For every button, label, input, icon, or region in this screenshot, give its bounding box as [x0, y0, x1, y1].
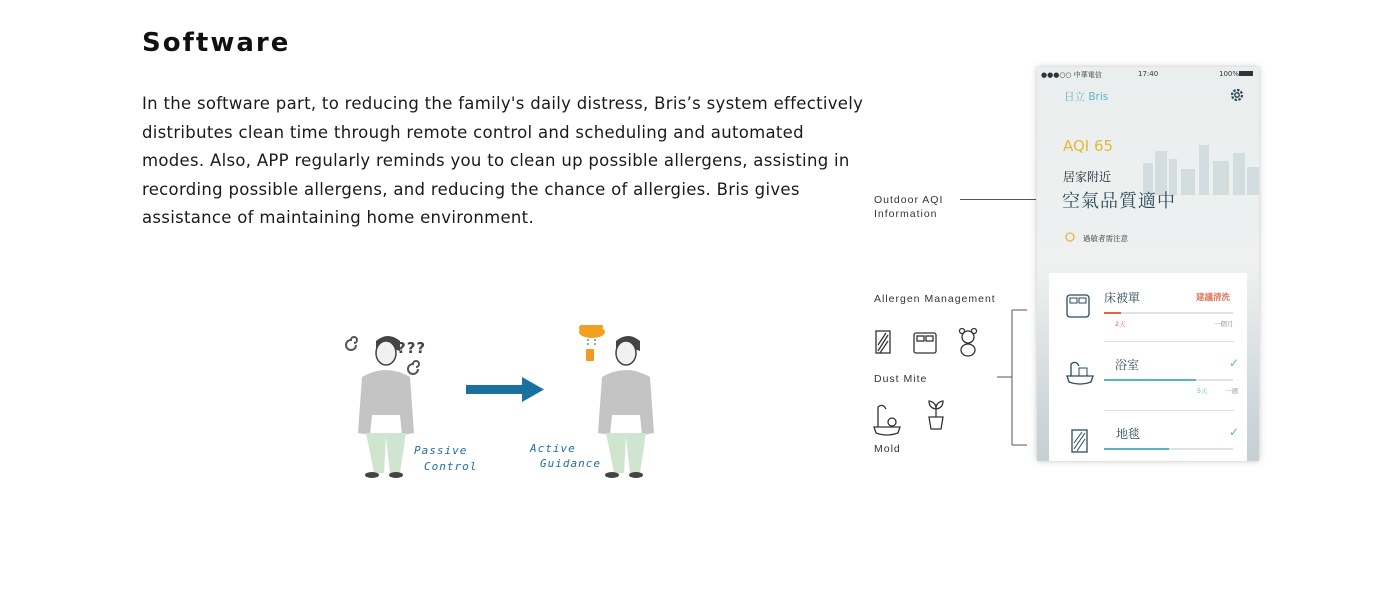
- page-title: Software: [142, 28, 291, 58]
- outdoor-connector-line: [960, 199, 1036, 200]
- allergen-management-label: Allergen Management: [874, 293, 996, 305]
- passive-label-line1: Passive: [414, 444, 468, 457]
- list-item[interactable]: [1049, 411, 1247, 461]
- aqi-value: AQI 65: [1063, 137, 1114, 155]
- paragraph-line: distributes clean time through remote control and scheduling and automated: [142, 122, 804, 142]
- check-icon: ✓: [1229, 425, 1240, 439]
- carrier-text: ●●●○○ 中華電信: [1041, 71, 1102, 79]
- active-label-line2: Guidance: [540, 457, 601, 470]
- dust-mite-label: Dust Mite: [874, 373, 928, 385]
- progress-track: [1104, 312, 1233, 314]
- allergen-card: [1049, 273, 1247, 461]
- description-paragraph: [142, 90, 882, 233]
- paragraph-line: modes. Also, APP regularly reminds you to clean up possible allergens, assisting in: [142, 151, 850, 170]
- list-item[interactable]: [1049, 273, 1247, 341]
- location-text: 居家附近: [1063, 170, 1112, 184]
- item-name: 地毯: [1116, 427, 1141, 441]
- paragraph-line: In the software part, to reducing the family's daily distress, Bris’s system effectively: [142, 94, 864, 113]
- question-marks: ???: [397, 339, 427, 357]
- paragraph-line: assistance of maintaining home environment.: [142, 208, 534, 227]
- phone-mockup: [1037, 67, 1259, 461]
- passive-label-line2: Control: [424, 460, 478, 473]
- progress-fill: [1104, 379, 1196, 381]
- pollen-icon: [1064, 231, 1076, 243]
- allergy-note: 過敏者需注意: [1083, 234, 1128, 243]
- app-title: 日立 Bris: [1064, 91, 1109, 103]
- item-elapsed: 5天: [1197, 387, 1208, 395]
- mold-label: Mold: [874, 443, 901, 455]
- rug-icon: [876, 331, 890, 353]
- item-cycle: 一週: [1225, 387, 1238, 395]
- plant-icon: [929, 401, 943, 429]
- right-arrow-icon: [466, 377, 544, 402]
- bathtub-icon: [874, 405, 900, 435]
- list-item[interactable]: [1049, 342, 1247, 410]
- bathtub-icon: [1065, 358, 1095, 388]
- outdoor-aqi-label-line1: Outdoor AQI: [874, 194, 944, 206]
- check-icon: ✓: [1229, 356, 1240, 370]
- rug-icon: [1069, 427, 1091, 457]
- air-quality-text: 空氣品質適中: [1062, 191, 1176, 212]
- battery-text: 100%: [1219, 70, 1240, 78]
- cloud-icon: [579, 325, 605, 347]
- item-cycle: 一個月: [1214, 320, 1234, 328]
- clock-text: 17:40: [1138, 70, 1159, 78]
- bed-icon: [1065, 291, 1091, 321]
- paragraph-line: recording possible allergens, and reducing the chance of allergies. Bris gives: [142, 179, 800, 199]
- passive-person-figure: [358, 336, 414, 478]
- item-name: 浴室: [1115, 358, 1140, 372]
- item-name: 床被單: [1104, 291, 1141, 305]
- item-elapsed: 2天: [1115, 320, 1126, 328]
- outdoor-aqi-label-line2: Information: [874, 208, 938, 220]
- battery-icon: [1239, 71, 1253, 76]
- status-bar: [1037, 67, 1259, 81]
- allergen-icons: [870, 305, 1040, 450]
- bed-icon: [914, 333, 936, 353]
- item-status: 建議清洗: [1196, 293, 1231, 303]
- progress-fill: [1104, 448, 1169, 450]
- active-label-line1: Active: [530, 442, 576, 455]
- progress-fill: [1104, 312, 1121, 314]
- teddy-bear-icon: [960, 329, 977, 357]
- gear-icon[interactable]: [1229, 87, 1245, 103]
- passive-active-illustration: [340, 325, 680, 485]
